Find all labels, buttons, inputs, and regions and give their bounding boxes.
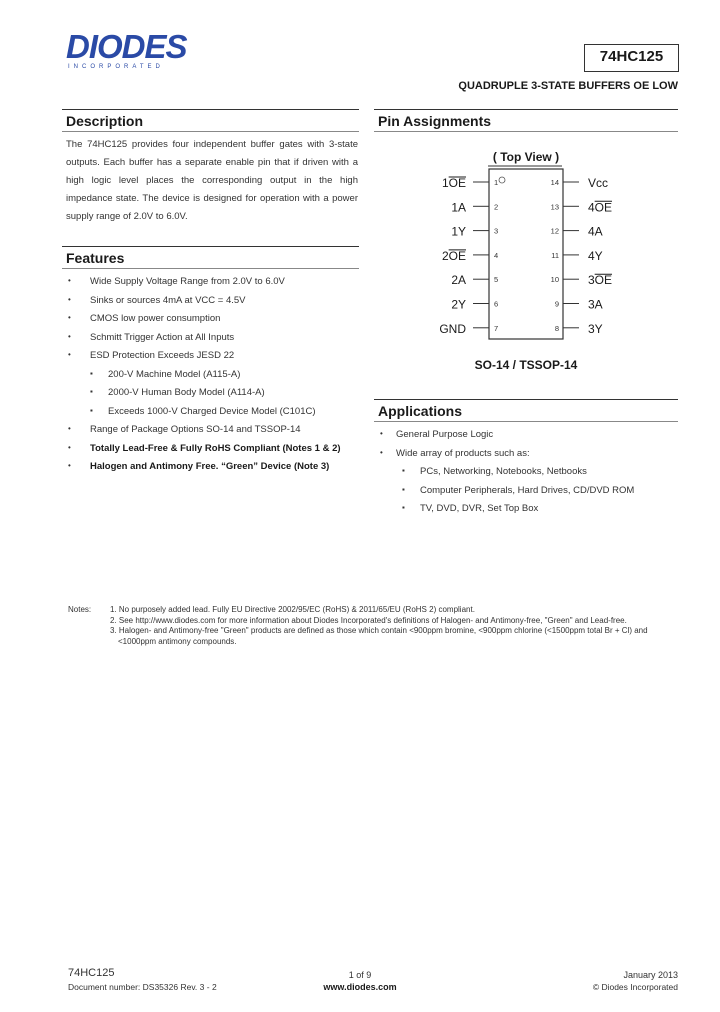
footer-date: January 2013 [623, 970, 678, 980]
applications-rule-bottom [374, 421, 678, 422]
applications-list [378, 429, 678, 522]
pin-label-left: 1OE [441, 176, 466, 190]
pin-number-right: 13 [550, 202, 559, 212]
pin-label-left: 1A [451, 200, 466, 215]
pin-label-right: 4Y [588, 248, 603, 263]
pin-label-right: 3Y [588, 321, 603, 336]
description-text: The 74HC125 provides four independent buffer gates with 3-state outputs. Each buffer has a separate enable pin that if driven with a high logic level places the corresponding output in the high impedance state. The device is designed for operation with a power supply range of 2.0V to 6.0V. [66, 139, 358, 222]
footer-copyright: © Diodes Incorporated [592, 982, 678, 992]
pins-title: Pin Assignments [378, 113, 492, 129]
feature-item: • Sinks or sources 4mA at VCC = 4.5V [68, 294, 246, 306]
pin-label-right: 4A [588, 224, 603, 239]
note-item: 2. See http://www.diodes.com for more information about Diodes Incorporated's definitions of Halogen- and Antimony-free, "Green" and Lead-free. [110, 615, 627, 625]
pin-number-left: 2 [494, 202, 499, 212]
footer-url[interactable]: www.diodes.com [323, 982, 397, 992]
feature-subitem: ▪ Exceeds 1000-V Charged Device Model (C101C) [90, 405, 316, 417]
pin-label-left: 2OE [441, 248, 466, 263]
application-item: • General Purpose Logic [380, 429, 494, 440]
pins-rule-bottom [374, 131, 678, 132]
pin-label-right: 4OE [588, 200, 613, 215]
pin-number-right: 11 [551, 250, 559, 260]
feature-item: • Schmitt Trigger Action at All Inputs [68, 331, 235, 343]
pin-number-right: 9 [554, 299, 559, 309]
notes-label: Notes: [68, 605, 92, 614]
features-title: Features [66, 250, 125, 266]
feature-item: • Totally Lead-Free & Fully RoHS Compliant (Notes 1 & 2) [68, 442, 341, 454]
pin-label-right: Vcc [588, 176, 609, 190]
logo-subtitle: INCORPORATED [68, 64, 164, 70]
document-subtitle: QUADRUPLE 3-STATE BUFFERS OE LOW [458, 80, 678, 92]
feature-item: • Wide Supply Voltage Range from 2.0V to 6.0V [68, 276, 285, 287]
application-item: • Wide array of products such as: [380, 447, 530, 459]
description-title: Description [66, 113, 144, 129]
application-subitem: ▪ TV, DVD, DVR, Set Top Box [402, 503, 539, 514]
feature-item: • ESD Protection Exceeds JESD 22 [68, 350, 235, 361]
pin-label-right: 3OE [588, 273, 613, 288]
feature-item: • Range of Package Options SO-14 and TSSOP-14 [68, 424, 301, 435]
pin-number-right: 8 [554, 323, 559, 333]
pin-number-right: 14 [550, 178, 559, 187]
feature-subitem: ▪ 2000-V Human Body Model (A114-A) [90, 387, 265, 398]
pin-number-left: 3 [494, 226, 499, 236]
applications-title: Applications [378, 403, 463, 419]
features-rule-top [62, 246, 359, 247]
part-number: 74HC125 [599, 48, 664, 65]
pin-number-left: 1 [494, 178, 499, 187]
pin-number-left: 6 [494, 299, 499, 309]
top-view-label: ( Top View ) [492, 150, 560, 164]
notes-list [110, 605, 680, 647]
pin-label-left: 2Y [451, 297, 466, 312]
pin-number-left: 7 [494, 323, 499, 333]
application-subitem: ▪ Computer Peripherals, Hard Drives, CD/DVD ROM [402, 484, 635, 496]
feature-subitem: ▪ 200-V Machine Model (A115-A) [90, 368, 241, 380]
pin-number-left: 4 [494, 250, 499, 260]
package-label: SO-14 / TSSOP-14 [474, 358, 578, 372]
features-list [66, 276, 358, 480]
pins-rule-top [374, 109, 678, 110]
pin-number-right: 12 [550, 226, 559, 236]
pin-label-left: 1Y [451, 224, 466, 239]
features-rule-bottom [62, 268, 359, 269]
note-item-continued: <1000ppm antimony compounds. [118, 636, 237, 646]
note-item: 3. Halogen- and Antimony-free "Green" products are defined as those which contain <900ppm bromine, <900ppm chlorine (<1500ppm total Br + Cl) and [110, 626, 648, 635]
pin-diagram [374, 140, 678, 380]
note-item: 1. No purposely added lead. Fully EU Directive 2002/95/EC (RoHS) & 2011/65/EU (RoHS 2) compliant. [110, 605, 475, 614]
footer-part: 74HC125 [68, 967, 115, 979]
application-subitem: ▪ PCs, Networking, Notebooks, Netbooks [402, 466, 587, 477]
description-rule-top [62, 109, 359, 110]
description-rule-bottom [62, 131, 359, 132]
pin-label-right: 3A [588, 297, 603, 312]
applications-rule-top [374, 399, 678, 400]
footer-page: 1 of 9 [348, 970, 372, 980]
feature-item: • Halogen and Antimony Free. “Green” Device (Note 3) [68, 461, 330, 472]
pin-number-left: 5 [494, 275, 499, 285]
pin-label-left: 2A [451, 273, 466, 288]
pin-number-right: 10 [550, 275, 559, 285]
pin-label-left: GND [439, 321, 466, 336]
footer-doc-number: Document number: DS35326 Rev. 3 - 2 [68, 982, 217, 992]
diodes-logo: DIODES [66, 28, 187, 65]
feature-item: • CMOS low power consumption [68, 313, 221, 324]
